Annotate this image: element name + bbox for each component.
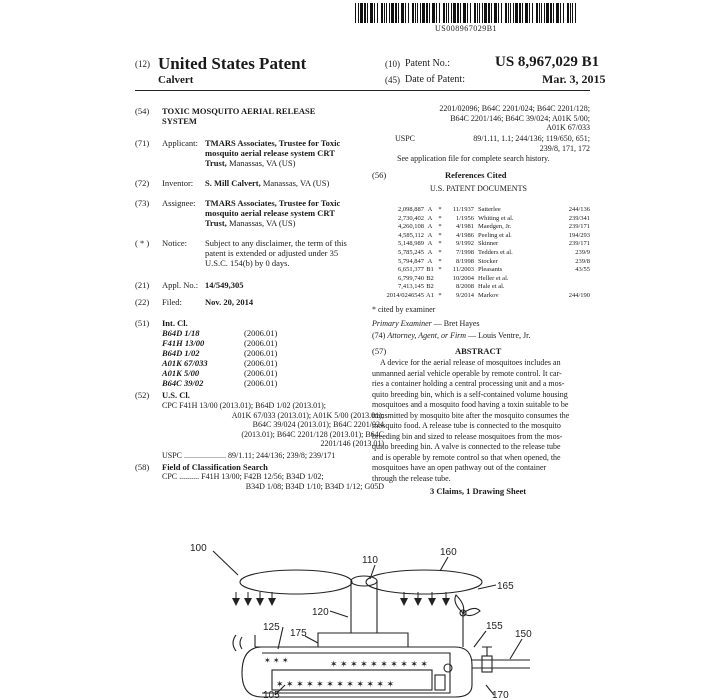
valve bbox=[482, 656, 492, 672]
intcl-row bbox=[162, 338, 362, 348]
assignee-label: Assignee: bbox=[162, 198, 196, 208]
abstract-line: unmanned aerial vehicle operable by remote control. It car- bbox=[372, 368, 562, 378]
ref-number: 5,785,245 bbox=[398, 248, 424, 256]
ref-class bbox=[546, 283, 590, 292]
ref-date: 11/2003 bbox=[452, 266, 474, 274]
reference-row bbox=[378, 206, 590, 215]
abstract-line: A device for the aerial release of mosquitoes includes an bbox=[380, 358, 561, 367]
label-125: 125 bbox=[263, 622, 280, 633]
reference-row bbox=[378, 258, 590, 267]
abstract-line: mosquito food. A release tube is connected to the mosquito bbox=[372, 421, 561, 430]
barcode-bar bbox=[391, 3, 394, 23]
abstract-line: and is operable by remote control so that when opened, the bbox=[372, 452, 561, 462]
left-rotor-blade bbox=[240, 570, 352, 594]
label-155: 155 bbox=[486, 621, 503, 632]
inventor-surname: Calvert bbox=[158, 74, 194, 86]
abstract-line: ries a container holding a central processing unit and a mos- bbox=[372, 379, 565, 388]
abstract-text bbox=[372, 358, 590, 484]
barcode-bar bbox=[429, 3, 430, 23]
barcode-bar bbox=[358, 3, 359, 23]
barcode-bar bbox=[553, 3, 554, 23]
barcode-bar bbox=[401, 3, 404, 23]
inventor-label: Inventor: bbox=[162, 178, 194, 188]
abstract-line: mosquitoes and a mosquito food having a toxin suitable to be bbox=[372, 400, 569, 409]
svg-text:✶ ✶ ✶ ✶ ✶ ✶ ✶ ✶ ✶ ✶ ✶ ✶: ✶ ✶ ✶ ✶ ✶ ✶ ✶ ✶ ✶ ✶ ✶ ✶ bbox=[276, 679, 394, 689]
ref-number: 6,799,740 bbox=[398, 274, 424, 282]
barcode-bar bbox=[479, 3, 480, 23]
right-rotor-blade bbox=[366, 570, 482, 594]
ref-star: * bbox=[438, 214, 442, 222]
abstract-line: breeding bin and sized to release mosquitoes from the mos- bbox=[372, 431, 563, 441]
abstract-heading: ABSTRACT bbox=[455, 346, 502, 356]
barcode-bar bbox=[384, 3, 385, 23]
barcode-bar bbox=[525, 3, 528, 23]
country-title: United States Patent bbox=[158, 54, 307, 73]
label-165: 165 bbox=[497, 581, 514, 592]
barcode-bar bbox=[572, 3, 573, 23]
barcode-bar bbox=[570, 3, 571, 23]
intcl-version: (2006.01) bbox=[244, 368, 278, 378]
label-100: 100 bbox=[190, 543, 207, 554]
barcode-bar bbox=[426, 3, 428, 23]
attorney: (74) Attorney, Agent, or Firm — Louis Ventre, Jr. bbox=[372, 331, 531, 340]
barcode-bar bbox=[448, 3, 449, 23]
ref-class: 43/55 bbox=[575, 266, 590, 274]
patent-date: Mar. 3, 2015 bbox=[542, 72, 606, 86]
ref-name: Whiting et al. bbox=[478, 214, 514, 222]
filed-date: Nov. 20, 2014 bbox=[205, 297, 254, 307]
intcl-row bbox=[162, 358, 362, 368]
reference-row bbox=[378, 240, 590, 249]
ref-name: Stocker bbox=[478, 257, 498, 265]
ref-class: 239/171 bbox=[568, 223, 590, 231]
barcode-bar bbox=[563, 3, 564, 23]
claims-sheet: 3 Claims, 1 Drawing Sheet bbox=[430, 486, 527, 496]
ref-name: Tedders et al. bbox=[478, 248, 513, 256]
barcode-bar bbox=[374, 3, 375, 23]
inventor: S. Mill Calvert, Manassas, VA (US) bbox=[205, 178, 330, 188]
ref-kind: A1 bbox=[426, 291, 434, 299]
barcode-bar bbox=[505, 3, 507, 23]
ref-kind: B2 bbox=[426, 283, 434, 291]
toxin-indicator bbox=[444, 664, 452, 672]
barcode-bar bbox=[463, 3, 466, 23]
references-list bbox=[378, 206, 590, 301]
intcl-class: A01K 67/033 bbox=[162, 358, 208, 368]
ref-name: Heller et al. bbox=[478, 274, 509, 282]
barcode-bar bbox=[398, 3, 399, 23]
invention-title: TOXIC MOSQUITO AERIAL RELEASE SYSTEM bbox=[162, 106, 316, 126]
ref-class: 194/293 bbox=[568, 231, 590, 239]
ref-name: Peeling et al. bbox=[478, 231, 512, 239]
barcode-bar bbox=[477, 3, 478, 23]
intcl-list bbox=[162, 328, 362, 388]
title-code: (54) bbox=[135, 106, 150, 116]
barcode-bar bbox=[484, 3, 487, 23]
barcode-bar bbox=[457, 3, 459, 23]
barcode-bar bbox=[522, 3, 523, 23]
examiner: Primary Examiner — Bret Hayes bbox=[372, 319, 480, 328]
ref-date: 8/2008 bbox=[455, 283, 474, 291]
barcode-bar bbox=[381, 3, 383, 23]
right-uspc-label: USPC bbox=[395, 134, 416, 143]
applicant-code: (71) bbox=[135, 138, 150, 148]
ref-star bbox=[436, 275, 444, 284]
barcode-bar bbox=[422, 3, 425, 23]
ref-star: * bbox=[438, 257, 442, 265]
barcode-bar bbox=[386, 3, 387, 23]
barcode-bar bbox=[556, 3, 559, 23]
patent-no-label: Patent No.: bbox=[405, 58, 450, 69]
ref-class bbox=[546, 275, 590, 284]
intcl-row bbox=[162, 348, 362, 358]
reference-row bbox=[378, 292, 590, 301]
barcode-bar bbox=[532, 3, 533, 23]
barcode-bar bbox=[460, 3, 461, 23]
filed-code: (22) bbox=[135, 297, 150, 307]
ref-star bbox=[436, 283, 444, 292]
airflow-arrows bbox=[232, 598, 450, 606]
central-processing-unit bbox=[318, 633, 408, 647]
barcode-bar bbox=[510, 3, 511, 23]
uscl-label: U.S. Cl. bbox=[162, 390, 190, 400]
barcode-bar bbox=[494, 3, 497, 23]
ref-number: 5,794,847 bbox=[398, 257, 424, 265]
barcode-bar bbox=[377, 3, 378, 23]
assignee: TMARS Associates, Trustee for Toxic mosquito aerial release system CRT Trust, Manassas, VA (US) bbox=[205, 198, 341, 228]
intcl-class: A01K 5/00 bbox=[162, 368, 200, 378]
field-label: Field of Classification Search bbox=[162, 462, 268, 472]
uscl-code: (52) bbox=[135, 390, 150, 400]
ref-kind: A bbox=[427, 231, 433, 239]
barcode-bar bbox=[408, 3, 409, 23]
ref-date: 4/1986 bbox=[455, 231, 474, 239]
figure-drawing bbox=[0, 535, 720, 700]
intcl-code: (51) bbox=[135, 318, 150, 328]
label-170: 170 bbox=[492, 690, 509, 700]
barcode-bar bbox=[560, 3, 561, 23]
cpc-lines: CPC F41H 13/00 (2013.01); B64D 1/02 (2013.01); A01K 67/033 (2013.01); A01K 5/00 (2013.01); B64C 39/024 (2013.01); B64C 2201/024 (2013.01); B64C 2201/128 (2013.01); B64C 2201/146 (2013.01) bbox=[162, 401, 384, 449]
valve-handle bbox=[482, 647, 492, 656]
reference-row bbox=[378, 223, 590, 232]
intcl-row bbox=[162, 328, 362, 338]
barcode-number: US008967029B1 bbox=[434, 24, 498, 33]
barcode-bar bbox=[541, 3, 542, 23]
ref-kind: A bbox=[427, 223, 433, 231]
barcode-bar bbox=[501, 3, 502, 23]
ref-kind: B1 bbox=[426, 266, 434, 274]
barcode-bar bbox=[370, 3, 373, 23]
rotor-mast bbox=[351, 581, 377, 633]
label-105: 105 bbox=[263, 690, 280, 700]
abstract-line: transmitted by mosquito bite after the mosquito consumes the bbox=[372, 410, 570, 420]
label-150: 150 bbox=[515, 629, 532, 640]
ref-name: Hale et al. bbox=[478, 283, 505, 291]
mosquito-food bbox=[435, 675, 445, 690]
abstract-line: quito breeding bin, which is a self-contained volume housing bbox=[372, 389, 568, 399]
ref-kind: A bbox=[427, 257, 433, 265]
ref-date: 10/2004 bbox=[452, 274, 474, 282]
cited-note: * cited by examiner bbox=[372, 305, 436, 314]
reference-row bbox=[378, 266, 590, 275]
ref-label: References Cited bbox=[445, 170, 507, 180]
ref-star: * bbox=[438, 248, 442, 256]
ref-date: 11/1937 bbox=[452, 206, 474, 213]
barcode-bar bbox=[491, 3, 492, 23]
ref-star: * bbox=[438, 266, 442, 274]
intcl-class: B64C 39/02 bbox=[162, 378, 204, 388]
ref-name: Markov bbox=[478, 291, 499, 299]
barcode-bar bbox=[536, 3, 538, 23]
barcode-bar bbox=[519, 3, 521, 23]
appl-code: (21) bbox=[135, 280, 150, 290]
ref-date: 4/1981 bbox=[455, 223, 474, 231]
barcode-bar bbox=[550, 3, 552, 23]
appl-label: Appl. No.: bbox=[162, 280, 199, 290]
barcode-bar bbox=[443, 3, 445, 23]
notice-label: Notice: bbox=[162, 238, 188, 248]
ref-number: 7,413,145 bbox=[398, 283, 424, 291]
intcl-class: B64D 1/18 bbox=[162, 328, 200, 338]
intcl-version: (2006.01) bbox=[244, 338, 278, 348]
label-110: 110 bbox=[362, 555, 378, 566]
ref-star: * bbox=[438, 206, 442, 213]
filed-label: Filed: bbox=[162, 297, 182, 307]
ref-star: * bbox=[438, 291, 442, 299]
barcode-bar bbox=[470, 3, 471, 23]
intcl-label: Int. Cl. bbox=[162, 318, 188, 328]
see-application: See application file for complete search history. bbox=[397, 154, 550, 163]
intcl-version: (2006.01) bbox=[244, 328, 278, 338]
ref-number: 6,651,377 bbox=[398, 266, 424, 274]
rotor-hub bbox=[351, 576, 377, 586]
notice-text: Subject to any disclaimer, the term of this patent is extended or adjusted under 35 U.S.C. 154(b) by 0 days. bbox=[205, 238, 347, 268]
ref-kind: A bbox=[427, 206, 433, 213]
intcl-version: (2006.01) bbox=[244, 348, 278, 358]
mosquitoes bbox=[264, 656, 428, 689]
barcode-bar bbox=[432, 3, 435, 23]
applicant-label: Applicant: bbox=[162, 138, 198, 148]
ref-name: Satterlee bbox=[478, 206, 501, 213]
date-label: Date of Patent: bbox=[405, 74, 465, 85]
ref-date: 1/1956 bbox=[455, 214, 474, 222]
field-code: (58) bbox=[135, 462, 150, 472]
ref-number: 2,098,887 bbox=[398, 206, 424, 213]
ref-star: * bbox=[438, 231, 442, 239]
barcode-bar bbox=[439, 3, 440, 23]
field-lines: CPC .......... F41H 13/00; F42B 12/56; B34D 1/02; B34D 1/08; B34D 1/10; B34D 1/12; G05D bbox=[162, 472, 384, 491]
code-10: (10) bbox=[385, 59, 400, 69]
barcode-bar bbox=[474, 3, 476, 23]
label-120: 120 bbox=[312, 607, 329, 618]
uspc-line: USPC ..................... 89/1.11; 244/136; 239/8; 239/171 bbox=[162, 451, 336, 460]
abstract-line: mosquitoes have an open pathway out of the container bbox=[372, 463, 547, 472]
barcode-bar bbox=[355, 3, 356, 23]
barcode-bar bbox=[515, 3, 518, 23]
barcode-bar bbox=[446, 3, 447, 23]
applicant: TMARS Associates, Trustee for Toxic mosquito aerial release system CRT Trust, Manassas, VA (US) bbox=[205, 138, 341, 168]
header-rule bbox=[135, 90, 590, 91]
patent-no: US 8,967,029 B1 bbox=[495, 54, 600, 70]
barcode-bar bbox=[451, 3, 452, 23]
barcode-bar bbox=[364, 3, 366, 23]
code-12: (12) bbox=[135, 59, 150, 69]
ref-date: 7/1998 bbox=[455, 248, 474, 256]
ref-class: 239/341 bbox=[568, 214, 590, 222]
right-uspc: 89/1.11, 1.1; 244/136; 119/650, 651; 239/8, 171, 172 bbox=[473, 134, 590, 153]
barcode-bar bbox=[482, 3, 483, 23]
ref-number: 4,260,108 bbox=[398, 223, 424, 231]
code-45: (45) bbox=[385, 75, 400, 85]
ref-date: 8/1998 bbox=[455, 257, 474, 265]
barcode-bar bbox=[498, 3, 499, 23]
barcode-bar bbox=[544, 3, 545, 23]
reference-row bbox=[378, 232, 590, 241]
barcode-bar bbox=[405, 3, 406, 23]
ref-name: Skinner bbox=[478, 240, 499, 248]
barcode-bar bbox=[412, 3, 414, 23]
barcode-bar bbox=[508, 3, 509, 23]
intcl-row bbox=[162, 378, 362, 388]
ref-star: * bbox=[438, 240, 442, 248]
barcode bbox=[355, 3, 577, 23]
ref-date: 9/1992 bbox=[455, 240, 474, 248]
barcode-bar bbox=[529, 3, 530, 23]
label-175: 175 bbox=[290, 628, 307, 639]
barcode-bar bbox=[539, 3, 540, 23]
barcode-bar bbox=[415, 3, 416, 23]
ref-name: Maedgen, Jr. bbox=[478, 223, 512, 231]
ref-kind: A bbox=[427, 214, 433, 222]
barcode-bar bbox=[436, 3, 437, 23]
cpc-continued: 2201/02096; B64C 2201/024; B64C 2201/128; B64C 2201/146; B64C 39/024; A01K 5/00; A01K 67/033 bbox=[439, 104, 590, 133]
ref-number: 2014/0246545 bbox=[386, 291, 424, 299]
airflow-lines bbox=[236, 592, 446, 599]
ref-class: 244/136 bbox=[568, 206, 590, 213]
intcl-version: (2006.01) bbox=[244, 358, 278, 368]
barcode-bar bbox=[546, 3, 549, 23]
ref-kind: A bbox=[427, 240, 433, 248]
barcode-bar bbox=[395, 3, 397, 23]
ref-code: (56) bbox=[372, 170, 387, 180]
ref-number: 4,585,112 bbox=[398, 231, 424, 239]
ref-star: * bbox=[438, 223, 442, 231]
ref-name: Pleasants bbox=[478, 266, 503, 274]
intcl-row bbox=[162, 368, 362, 378]
notice-code: ( * ) bbox=[135, 238, 150, 248]
ref-class: 239/8 bbox=[575, 257, 590, 265]
signal-waves bbox=[233, 635, 242, 651]
barcode-bar bbox=[488, 3, 490, 23]
barcode-bar bbox=[420, 3, 421, 23]
intcl-version: (2006.01) bbox=[244, 378, 278, 388]
reference-row bbox=[378, 275, 590, 284]
abstract-line: quito breeding bin. A valve is connected to the release tube bbox=[372, 442, 561, 451]
ref-kind: A bbox=[427, 248, 433, 256]
barcode-bar bbox=[467, 3, 468, 23]
ref-class: 244/190 bbox=[568, 291, 590, 299]
barcode-bar bbox=[367, 3, 368, 23]
barcode-bar bbox=[513, 3, 514, 23]
barcode-bar bbox=[567, 3, 569, 23]
reference-row bbox=[378, 283, 590, 292]
ref-number: 2,730,402 bbox=[398, 214, 424, 222]
svg-text:✶ ✶ ✶: ✶ ✶ ✶ bbox=[264, 656, 289, 665]
intcl-class: F41H 13/00 bbox=[162, 338, 205, 348]
ref-date: 9/2014 bbox=[455, 291, 474, 299]
barcode-bar bbox=[360, 3, 363, 23]
barcode-bar bbox=[417, 3, 418, 23]
reference-row bbox=[378, 215, 590, 224]
ref-number: 5,148,989 bbox=[398, 240, 424, 248]
barcode-bar bbox=[575, 3, 576, 23]
inventor-code: (72) bbox=[135, 178, 150, 188]
svg-text:✶ ✶ ✶ ✶ ✶ ✶ ✶ ✶ ✶ ✶: ✶ ✶ ✶ ✶ ✶ ✶ ✶ ✶ ✶ ✶ bbox=[330, 659, 428, 669]
release-tube bbox=[472, 660, 530, 668]
assignee-code: (73) bbox=[135, 198, 150, 208]
label-160: 160 bbox=[440, 547, 457, 558]
barcode-bar bbox=[389, 3, 390, 23]
intcl-class: B64D 1/02 bbox=[162, 348, 200, 358]
barcode-bar bbox=[453, 3, 456, 23]
ref-class: 239/171 bbox=[568, 240, 590, 248]
reference-row bbox=[378, 249, 590, 258]
ref-subheading: U.S. PATENT DOCUMENTS bbox=[430, 184, 527, 193]
ref-kind: B2 bbox=[426, 274, 434, 282]
abstract-code: (57) bbox=[372, 346, 387, 356]
abstract-line: through the release tube. bbox=[372, 473, 451, 483]
ref-class: 239/9 bbox=[575, 248, 590, 256]
appl-no: 14/549,305 bbox=[205, 280, 244, 290]
fan bbox=[455, 595, 480, 647]
